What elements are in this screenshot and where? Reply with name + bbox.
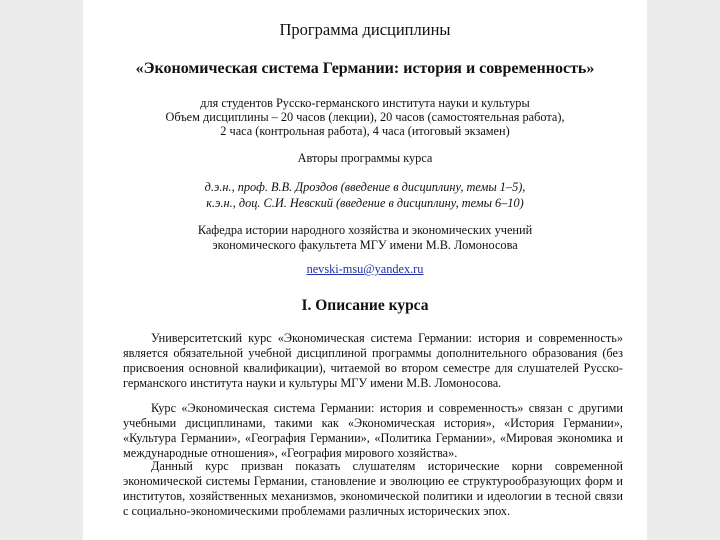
audience-line: для студентов Русско-германского института науки и культуры — [200, 96, 530, 110]
faculty-line: экономического факультета МГУ имени М.В. Ломоносова — [212, 238, 518, 252]
section-heading: I. Описание курса — [301, 297, 429, 314]
email-link[interactable] — [83, 262, 647, 277]
department-line: Кафедра истории народного хозяйства и экономических учений — [197, 223, 533, 237]
paragraph-related-disciplines: Курс «Экономическая система Германии: история и современность» связан с другими учебными дисциплинами, такими как «Экономическая история», «История Германии», «Культура Германии», «География Германии», «Политика Германии», «Мировая экономика и международные отношения», «География мирового хозяйства». — [123, 401, 623, 460]
paragraph-course-goal: Данный курс призван показать слушателям исторические корни современной экономической системы Германии, становление и эволюцию ее структурообразующих форм и институтов, хозяйственных механизмов, экономической политики и идеологии в тесной связи с социально-экономическими проблемами различных исторических эпох. — [123, 459, 623, 518]
document-page — [83, 0, 647, 540]
paragraph-course-status: Университетский курс «Экономическая система Германии: история и современность» является обязательной учебной дисциплиной программы дополнительного образования (без присвоения основной квалификации), читаемой во втором семестре для слушателей Русско-германского института науки и культуры МГУ имени М.В. Ломоносова. — [123, 331, 623, 390]
page-title: Программа дисциплины — [279, 20, 451, 39]
hours-line-continued: 2 часа (контрольная работа), 4 часа (итоговый экзамен) — [220, 124, 510, 138]
author-nevsky: к.э.н., доц. С.И. Невский (введение в дисциплину, темы 6–10) — [206, 196, 524, 210]
course-title: «Экономическая система Германии: история и современность» — [135, 60, 595, 77]
author-drozdov: д.э.н., проф. В.В. Дроздов (введение в дисциплину, темы 1–5), — [204, 180, 526, 194]
authors-heading: Авторы программы курса — [297, 151, 433, 165]
email-text[interactable]: nevski-msu@yandex.ru — [306, 262, 424, 276]
hours-line: Объем дисциплины – 20 часов (лекции), 20 часов (самостоятельная работа), — [165, 110, 565, 124]
